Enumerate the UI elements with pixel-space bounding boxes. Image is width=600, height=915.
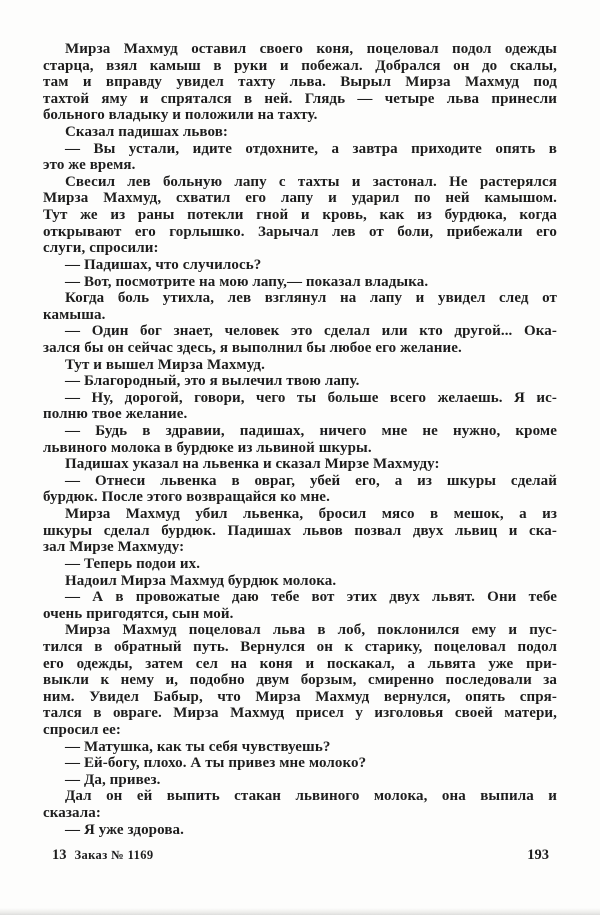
text-line: Сказал падишах львов:	[65, 124, 229, 141]
text-line: — Ей-богу, плохо. А ты привез мне молоко?	[65, 755, 367, 772]
page-footer	[43, 847, 557, 864]
text-line: — Матушка, как ты себя чувствуешь?	[65, 738, 331, 755]
story-text-block	[43, 41, 557, 838]
text-line: — Вот, посмотрите на мою лапу,— показал владыка.	[65, 273, 429, 290]
text-line: — А в провожатые даю тебе вот этих двух львят. Они тебе	[65, 589, 557, 606]
signature-number: 13	[52, 847, 67, 863]
text-line: Мирза Махмуд, схватил его лапу и ударил по ней камышом.	[43, 190, 557, 207]
text-line: Дал он ей выпить стакан львиного молока, она выпила и	[65, 788, 557, 805]
text-line: камыша.	[43, 306, 106, 323]
text-line: Мирза Махмуд поцеловал льва в лоб, поклонился ему и пус-	[65, 622, 557, 639]
text-line: это же время.	[43, 157, 136, 174]
text-line: спросил ее:	[43, 721, 122, 738]
text-line: Падишах указал на львенка и сказал Мирзе Махмуду:	[65, 456, 440, 473]
text-line: Мирза Махмуд убил львенка, бросил мясо в мешок, а из	[65, 506, 557, 523]
text-line: — Теперь подои их.	[65, 555, 201, 572]
text-line: зался бы он сейчас здесь, я выполнил бы любое его желание.	[43, 339, 462, 356]
scan-shadow-bottom	[0, 908, 600, 915]
text-line: открывают его горлышко. Зарычал лев от боли, прибежали его	[43, 223, 557, 240]
text-line: — Благородный, это я вылечил твою лапу.	[65, 373, 360, 390]
text-line: — Будь в здравии, падишах, ничего мне не нужно, кроме	[65, 423, 557, 440]
text-line: — Я уже здорова.	[65, 821, 184, 838]
text-line: Тут и вышел Мирза Махмуд.	[65, 356, 265, 373]
text-line: старца, взял камыш в руки и побежал. Добрался он до скалы,	[43, 57, 557, 74]
page-number: 193	[527, 847, 549, 863]
text-line: — Падишах, что случилось?	[65, 256, 262, 273]
text-line: ним. Увидел Бабыр, что Мирза Махмуд вернулся, опять спря-	[43, 688, 557, 705]
text-line: тался в овраге. Мирза Махмуд присел у изголовья своей матери,	[43, 705, 557, 722]
text-line: Мирза Махмуд оставил своего коня, поцеловал подол одежды	[65, 41, 557, 57]
text-line: львиного молока в бурдюке из львиной шкуры.	[43, 439, 372, 456]
text-line: — Один бог знает, человек это сделал или кто другой... Ока-	[65, 323, 557, 340]
text-line: сказала:	[43, 805, 101, 822]
text-line: слуги, спросили:	[43, 240, 159, 257]
text-line: полню твое желание.	[43, 406, 188, 423]
text-line: бурдюк. После этого возвращайся ко мне.	[43, 489, 330, 506]
text-line: шкуры сделал бурдюк. Падишах львов позвал двух львиц и ска-	[43, 522, 557, 539]
text-line: тахтой яму и спрятался в ней. Глядь — четыре льва принесли	[43, 90, 557, 107]
text-line: очень пригодятся, сын мой.	[43, 605, 234, 622]
text-line: тился в обратный путь. Вернулся он к старику, поцеловал подол	[43, 638, 557, 655]
text-line: — Вы устали, идите отдохните, а завтра приходите опять в	[65, 140, 557, 157]
text-line: Надоил Мирза Махмуд бурдюк молока.	[65, 572, 337, 589]
text-line: Свесил лев больную лапу с тахты и застонал. Не растерялся	[65, 173, 557, 190]
text-line: его одежды, затем сел на коня и поскакал, а львята уже при-	[43, 655, 557, 672]
order-number-text: Заказ № 1169	[74, 848, 154, 862]
text-line: выкли к нему и, подобно двум борзым, смиренно последовали за	[43, 672, 557, 689]
text-line: — Ну, дорогой, говори, чего ты больше всего желаешь. Я ис-	[65, 389, 557, 406]
text-line: там и вправду увидел тахту льва. Вырыл Мирза Махмуд под	[43, 74, 557, 91]
text-line: больного владыку и положили на тахту.	[43, 107, 318, 124]
text-line: Тут же из раны потекли гной и кровь, как из бурдюка, когда	[43, 207, 557, 224]
text-line: — Отнеси львенка в овраг, убей его, а из шкуры сделай	[65, 472, 557, 489]
text-line: Когда боль утихла, лев взглянул на лапу и увидел след от	[65, 290, 557, 307]
text-line: зал Мирзе Махмуду:	[43, 539, 185, 556]
printers-order-mark	[43, 847, 154, 864]
text-line: — Да, привез.	[65, 771, 161, 788]
